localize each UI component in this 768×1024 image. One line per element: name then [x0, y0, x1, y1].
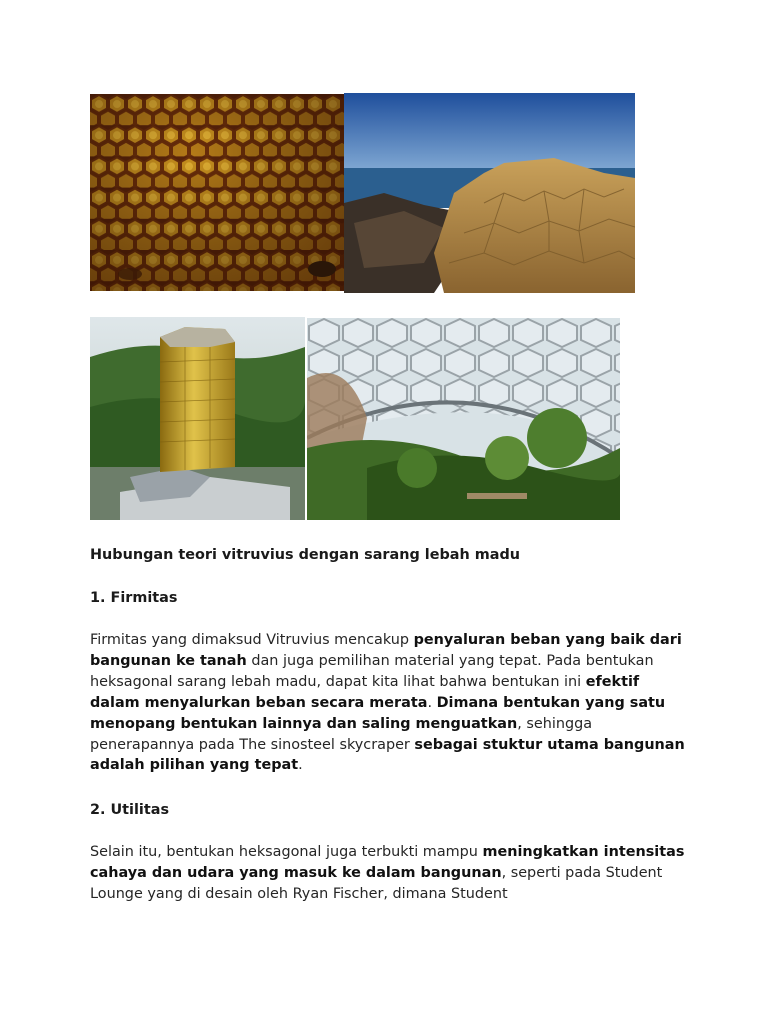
paragraph-run: Selain itu, bentukan heksagonal juga terbukti mampu	[90, 844, 483, 860]
section-paragraph-utilitas	[90, 842, 690, 905]
section-heading-utilitas: 2. Utilitas	[90, 802, 170, 818]
document-title: Hubungan teori vitruvius dengan sarang lebah madu	[90, 547, 521, 563]
geodesic-biome-image	[307, 318, 620, 520]
paragraph-run-bold: efektif dalam menyalurkan beban secara merata	[90, 673, 640, 711]
paragraph-run-bold: penyaluran beban yang baik dari bangunan ke tanah	[90, 632, 682, 669]
paragraph-run: , seperti pada Student Lounge yang di desain oleh Ryan Fischer, dimana Student	[90, 864, 663, 902]
paragraph-run-bold: meningkatkan intensitas cahaya dan udara yang masuk ke dalam bangunan	[90, 844, 685, 881]
paragraph-run: dan juga pemilihan material yang tepat. Pada bentukan heksagonal sarang lebah madu, dapat kita lihat bahwa bentukan ini	[90, 652, 654, 690]
paragraph-run: .	[298, 757, 303, 774]
paragraph-run-bold: sebagai stuktur utama bangunan adalah pilihan yang tepat	[90, 736, 685, 774]
honeycomb-image	[90, 94, 344, 291]
paragraph-run-bold: Dimana bentukan yang satu menopang bentukan lainnya dan saling menguatkan	[90, 694, 666, 732]
paragraph-run: Firmitas yang dimaksud Vitruvius mencakup	[90, 632, 414, 648]
section-heading-firmitas: 1. Firmitas	[90, 590, 178, 606]
sinosteel-skyscraper-image	[90, 317, 305, 520]
paragraph-run: , sehingga penerapannya pada The sinosteel skycraper	[90, 715, 593, 753]
section-paragraph-firmitas	[90, 630, 690, 776]
paragraph-run: .	[427, 694, 437, 711]
basalt-coast-image	[344, 93, 635, 293]
